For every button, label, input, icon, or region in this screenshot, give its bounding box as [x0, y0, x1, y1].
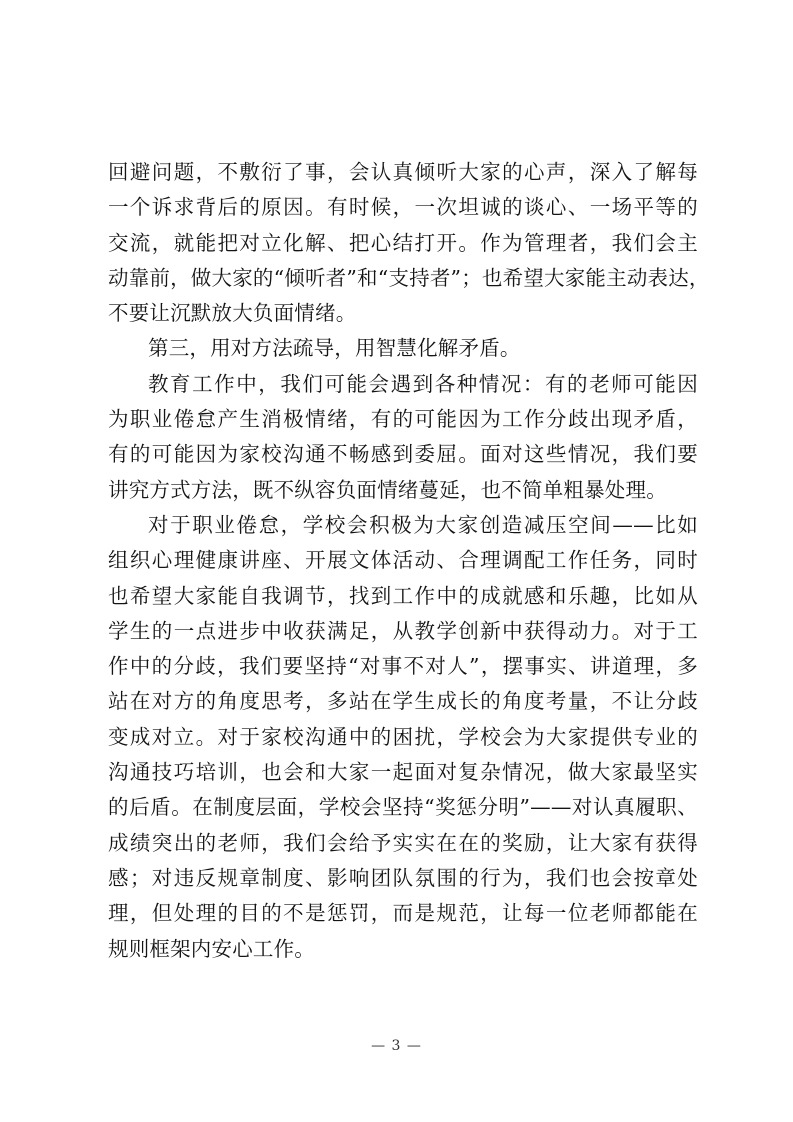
- paragraph-line: 学生的一点进步中收获满足，从教学创新中获得动力。对于工: [108, 618, 698, 643]
- paragraph-line: 回避问题，不敷衍了事，会认真倾听大家的心声，深入了解每: [108, 160, 698, 184]
- page-number: — 3 —: [371, 1038, 422, 1054]
- paragraph-line: 变成对立。对于家校沟通中的困扰，学校会为大家提供专业的: [108, 724, 698, 749]
- paragraph-line: 沟通技巧培训，也会和大家一起面对复杂情况，做大家最坚实: [108, 760, 698, 785]
- section-heading: 第三，用对方法疏导，用智慧化解矛盾。: [148, 336, 521, 361]
- paragraph-line: 一个诉求背后的原因。有时候，一次坦诚的谈心、一场平等的: [108, 195, 698, 220]
- document-body: [108, 155, 710, 967]
- paragraph-line: 交流，就能把对立化解、把心结打开。作为管理者，我们会主: [108, 230, 698, 255]
- paragraph-line: 站在对方的角度思考，多站在学生成长的角度考量，不让分歧: [108, 689, 698, 714]
- paragraph-line: 成绩突出的老师，我们会给予实实在在的奖励，让大家有获得: [108, 830, 698, 855]
- paragraph-line: 动靠前，做大家的“倾听者”和“支持者”；也希望大家能主动表达，: [108, 265, 710, 290]
- paragraph-line: 讲究方式方法，既不纵容负面情绪蔓延，也不简单粗暴处理。: [108, 477, 667, 502]
- paragraph-line: 教育工作中，我们可能会遇到各种情况：有的老师可能因: [148, 371, 698, 396]
- paragraph-line: 感；对违反规章制度、影响团队氛围的行为，我们也会按章处: [108, 865, 698, 890]
- paragraph-line: 的后盾。在制度层面，学校会坚持“奖惩分明”——对认真履职、: [108, 795, 698, 820]
- paragraph-line: 也希望大家能自我调节，找到工作中的成就感和乐趣，比如从: [108, 583, 698, 608]
- paragraph-line: 组织心理健康讲座、开展文体活动、合理调配工作任务，同时: [108, 548, 698, 573]
- paragraph-line: 规则框架内安心工作。: [108, 936, 315, 961]
- paragraph-line: 作中的分歧，我们要坚持“对事不对人”，摆事实、讲道理，多: [108, 654, 698, 679]
- paragraph-line: 对于职业倦怠，学校会积极为大家创造减压空间——比如: [148, 512, 698, 537]
- paragraph-line: 有的可能因为家校沟通不畅感到委屈。面对这些情况，我们要: [108, 442, 698, 467]
- paragraph-line: 为职业倦怠产生消极情绪，有的可能因为工作分歧出现矛盾，: [108, 407, 698, 432]
- paragraph-line: 不要让沉默放大负面情绪。: [108, 301, 357, 326]
- paragraph-line: 理，但处理的目的不是惩罚，而是规范，让每一位老师都能在: [108, 901, 698, 926]
